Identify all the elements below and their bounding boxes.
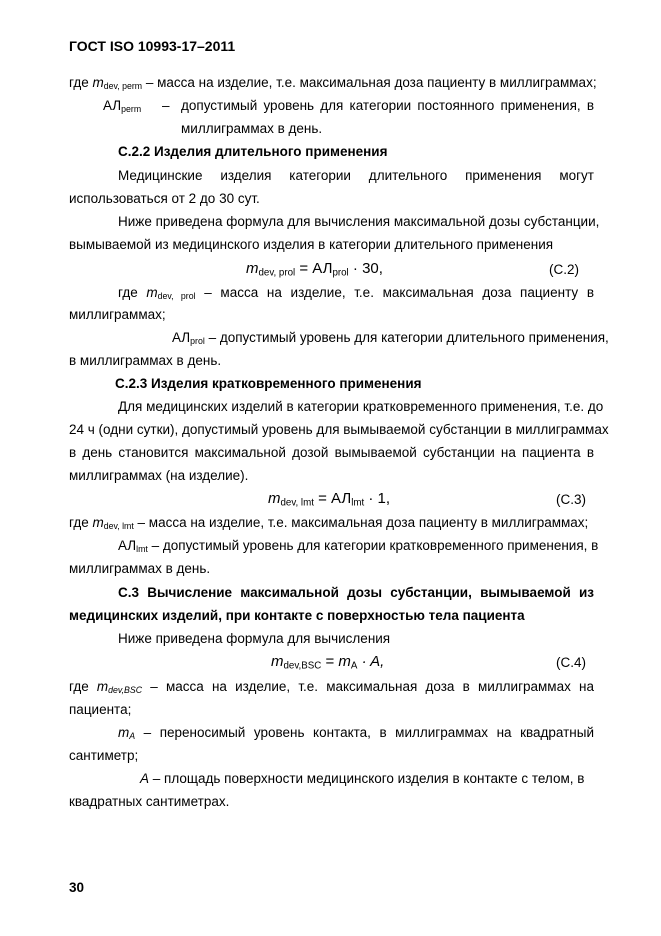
al-prol-definition: $АЛ_{prol}$ – допустимый уровень для категории длительного применения, xyxy=(172,330,609,347)
section-heading-c23: С.2.3 Изделия кратковременного применения xyxy=(115,376,422,391)
al-lmt-definition-cont: миллиграммах в день. xyxy=(69,561,211,576)
ma-definition-cont: сантиметр; xyxy=(69,748,139,763)
al-perm-definition-cont: миллиграммах в день. xyxy=(181,121,323,136)
a-definition-cont: квадратных сантиметрах. xyxy=(69,794,230,809)
formula-c4: $m_{dev,BSC} = m_A \cdot A$, xyxy=(271,653,385,672)
paragraph-line: 24 ч (одни сутки), допустимый уровень для вымываемой субстанции в миллиграммах xyxy=(69,422,609,437)
paragraph-line: миллиграммах (на изделие). xyxy=(69,468,249,483)
where-line-m-bsc: где $m_{dev,BSC}$ – масса на изделие, т.е. максимальная доза в миллиграммах на xyxy=(69,679,594,696)
al-perm-dash: – xyxy=(162,98,170,113)
paragraph-line: использоваться от 2 до 30 сут. xyxy=(69,191,260,206)
paragraph-line: Для медицинских изделий в категории кратковременного применения, т.е. до xyxy=(118,399,604,414)
paragraph-line: вымываемой из медицинского изделия в категории длительного применения xyxy=(69,237,554,252)
section-heading-c3-cont: медицинских изделий, при контакте с поверхностью тела пациента xyxy=(69,608,525,623)
al-lmt-definition: $АЛ_{lmt}$ – допустимый уровень для категории кратковременного применения, в xyxy=(118,538,599,555)
section-heading-c22: С.2.2 Изделия длительного применения xyxy=(118,144,388,159)
paragraph-line: Ниже приведена формула для вычисления xyxy=(118,631,391,646)
section-heading-c3: С.3 Вычисление максимальной дозы субстанции, вымываемой из xyxy=(118,585,594,600)
a-definition: A – площадь поверхности медицинского изделия в контакте с телом, в xyxy=(140,771,585,786)
paragraph-line: Ниже приведена формула для вычисления максимальной дозы субстанции, xyxy=(118,214,600,229)
formula-number-c4: (С.4) xyxy=(556,655,586,670)
document-header: ГОСТ ISO 10993-17–2011 xyxy=(69,38,236,54)
where-line-m-perm: где $m_{dev, perm}$ – масса на изделие, т.е. максимальная доза пациенту в миллиграммах; xyxy=(69,75,597,92)
paragraph-line: в день становится максимальной дозой вымываемой субстанции на пациента в xyxy=(69,445,594,460)
where-line-m-lmt: где $m_{dev, lmt}$ – масса на изделие, т.е. максимальная доза пациенту в миллиграммах; xyxy=(69,515,589,532)
formula-number-c3: (С.3) xyxy=(556,492,586,507)
where-line-cont: миллиграммах; xyxy=(69,307,166,322)
al-perm-label: $АЛ_{perm}$ xyxy=(103,98,142,115)
formula-number-c2: (С.2) xyxy=(549,262,579,277)
formula-c3: $m_{dev, lmt} = АЛ_{lmt} \cdot 1$, xyxy=(268,490,391,509)
formula-c2: $m_{dev, prol} = АЛ_{prol} \cdot 30$, xyxy=(246,260,383,279)
al-perm-definition: допустимый уровень для категории постоянного применения, в xyxy=(181,98,594,113)
where-line-m-prol: где $m_{dev, prol}$ – масса на изделие, т.е. максимальная доза пациенту в xyxy=(118,285,594,302)
ma-definition: $m_A$ – переносимый уровень контакта, в миллиграммах на квадратный xyxy=(118,725,594,742)
paragraph-line: Медицинские изделия категории длительного применения могут xyxy=(118,168,594,183)
al-prol-definition-cont: в миллиграммах в день. xyxy=(69,353,222,368)
page-number: 30 xyxy=(69,880,85,895)
where-line-cont: пациента; xyxy=(69,702,132,717)
